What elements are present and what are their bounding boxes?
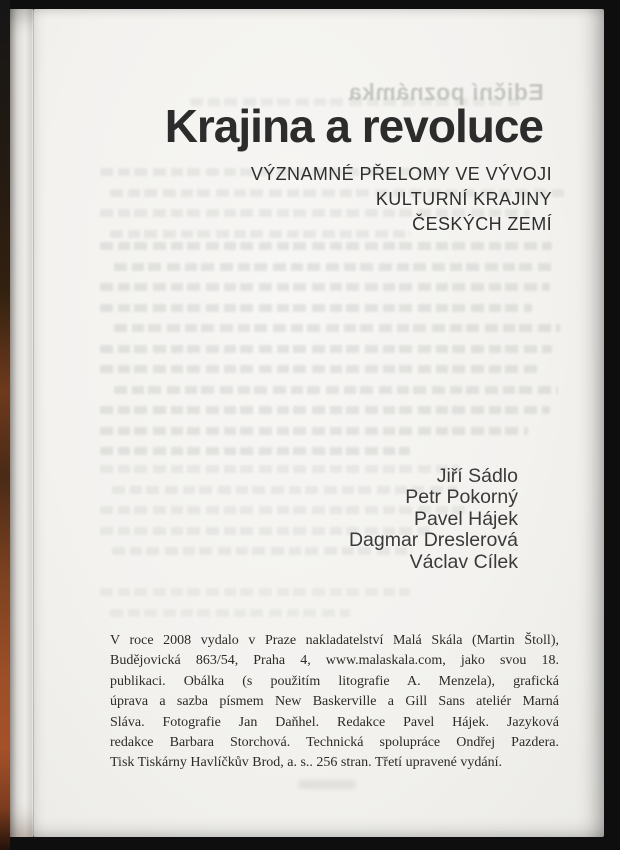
author-name: Pavel Hájek: [413, 507, 518, 530]
author-name: Petr Pokorný: [405, 486, 518, 509]
author-name: Dagmar Dreslerová: [348, 529, 518, 552]
show-through-lines: [100, 588, 410, 629]
book-subtitle: [251, 162, 552, 237]
page-number-show-through: [298, 780, 356, 789]
colophon: [110, 631, 559, 774]
colophon-line: Budějovická 863/54, Praha 4, www.malaskala.com, jako svou 18.: [110, 653, 559, 669]
subtitle-line: ČESKÝCH ZEMÍ: [412, 214, 552, 234]
author-name: Václav Cílek: [409, 550, 518, 573]
authors-block: [349, 466, 518, 573]
book-title: Krajina a revoluce: [164, 100, 543, 152]
colophon-line: Tisk Tiskárny Havlíčkův Brod, a. s.. 256 stran. Třetí upravené vydání.: [110, 755, 502, 771]
subtitle-line: VÝZNAMNÉ PŘELOMY VE VÝVOJI: [250, 164, 552, 184]
colophon-line: úprava a sazba písmem New Baskerville a Gill Sans ateliér Marná: [110, 694, 559, 710]
show-through-heading: Ediční poznámka: [348, 79, 544, 105]
colophon-line: redakce Barbara Storchová. Technická spolupráce Ondřej Pazdera.: [110, 735, 559, 751]
colophon-line: V roce 2008 vydalo v Praze nakladatelství Malá Skála (Martin Štoll),: [110, 633, 559, 648]
author-name: Jiří Sádlo: [436, 465, 518, 487]
show-through-lines: [100, 242, 560, 468]
colophon-line: Sláva. Fotografie Jan Daňhel. Redakce Pavel Hájek. Jazyková: [110, 714, 559, 730]
subtitle-line: KULTURNÍ KRAJINY: [375, 189, 552, 209]
colophon-line: publikaci. Obálka (s použitím litografie A. Menzela), grafická: [110, 673, 559, 689]
